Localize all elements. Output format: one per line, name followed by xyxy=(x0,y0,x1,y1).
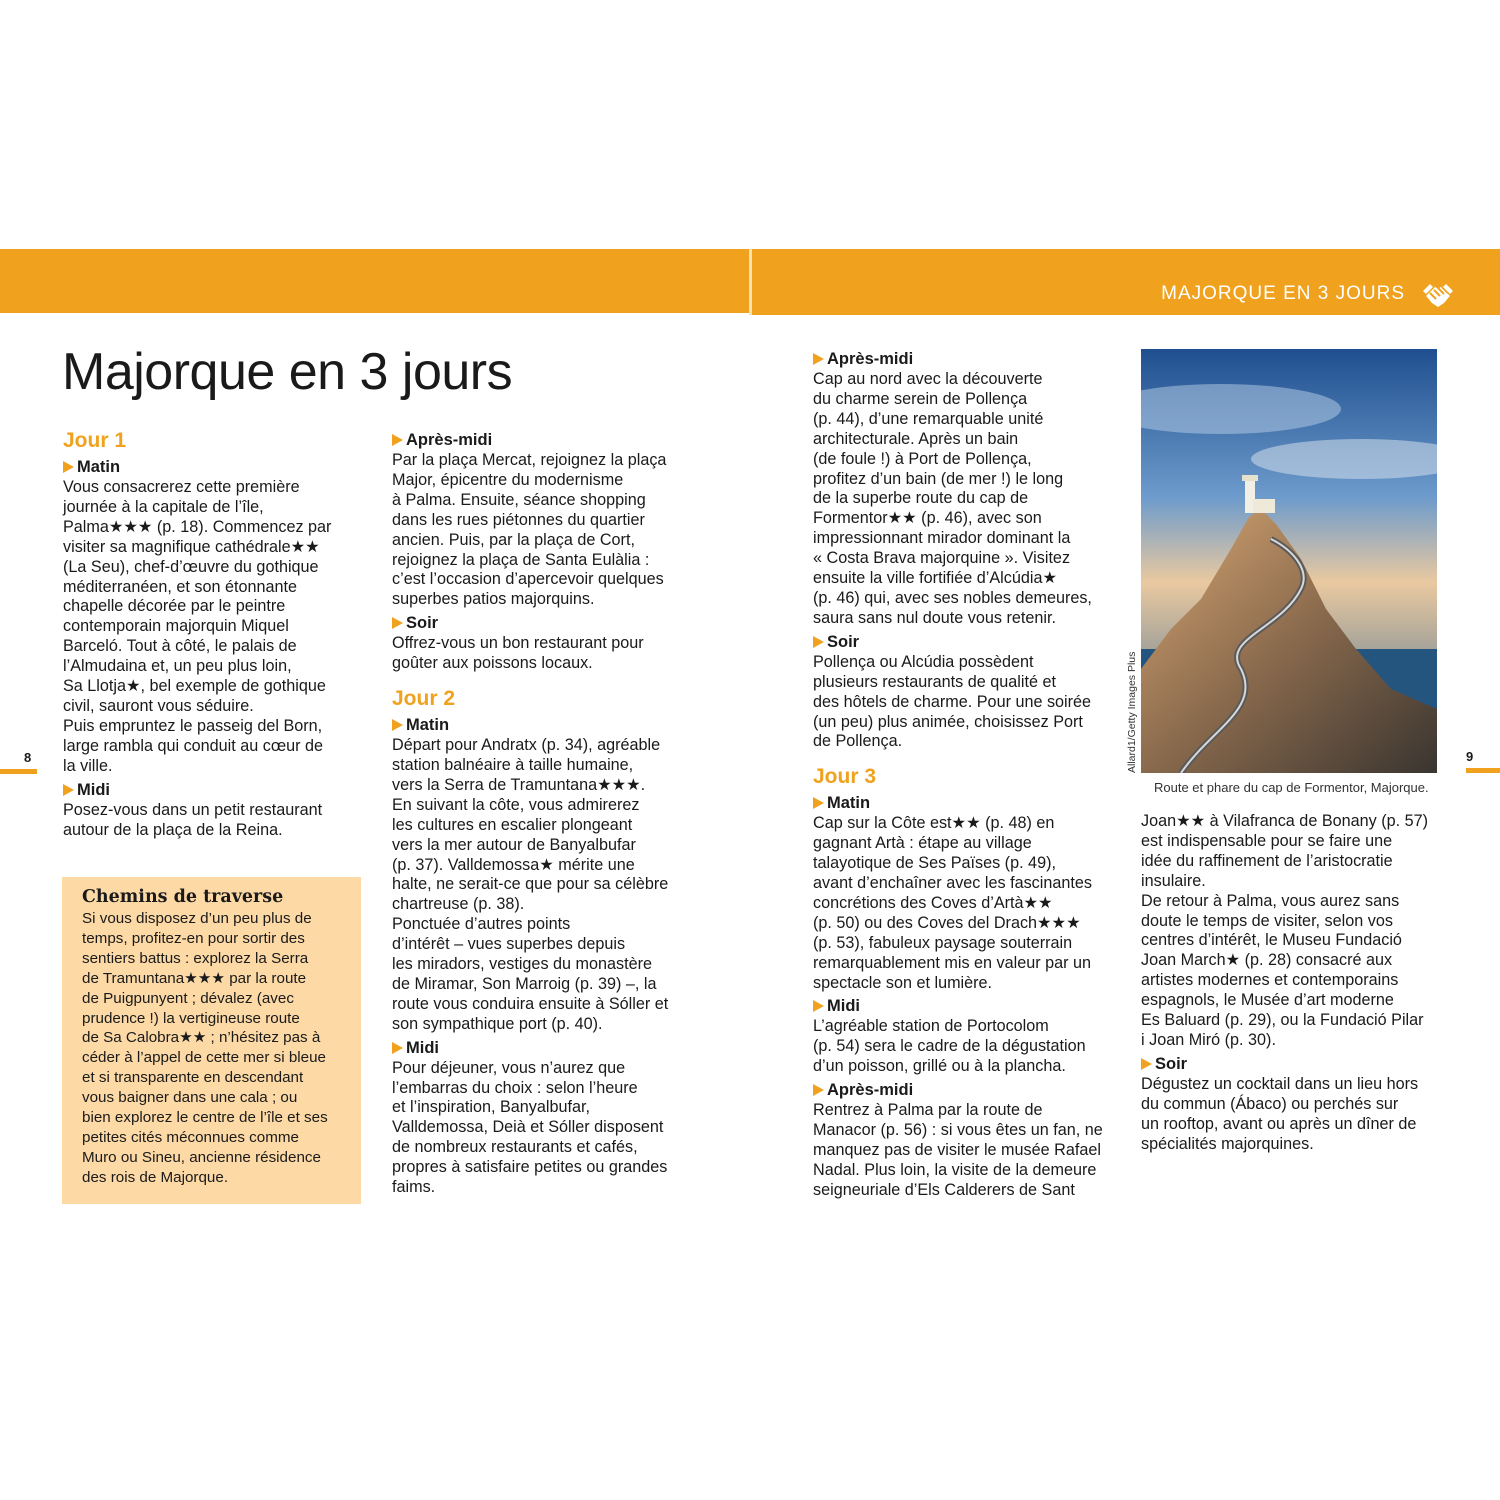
column-1 xyxy=(63,428,353,840)
text-line: prudence !) la vertigineuse route xyxy=(82,1009,300,1027)
text-line: d’intérêt – vues superbes depuis xyxy=(392,935,626,954)
text-line: Muro ou Sineu, ancienne résidence xyxy=(82,1148,321,1166)
text-line: Barceló. Tout à côté, le palais de xyxy=(63,637,297,656)
text-line: Valldemossa, Deià et Sóller disposent xyxy=(392,1118,664,1137)
arrow-icon xyxy=(813,353,824,365)
text-line: et si transparente en descendant xyxy=(82,1069,304,1087)
text-line: un rooftop, avant ou après un dîner de xyxy=(1141,1114,1417,1133)
section-heading: Matin xyxy=(392,714,702,736)
day-3-midday-text xyxy=(813,1017,1113,1077)
text-line: est indispensable pour se faire une xyxy=(1141,831,1393,850)
arrow-icon xyxy=(392,1042,403,1054)
column-4 xyxy=(1141,812,1451,1155)
section-heading: Après-midi xyxy=(392,429,702,451)
text-line: seigneuriale d’Els Calderers de Sant xyxy=(813,1180,1075,1199)
text-line: insulaire. xyxy=(1141,871,1206,890)
text-line: de Puigpunyent ; dévalez (avec xyxy=(82,989,294,1007)
text-line: journée à la capitale de l’île, xyxy=(63,497,264,516)
text-line: de Miramar, Son Marroig (p. 39) –, la xyxy=(392,974,657,993)
text-line: spectacle son et lumière. xyxy=(813,973,993,992)
page-title: Majorque en 3 jours xyxy=(62,343,513,401)
text-line: d’un poisson, grillé ou à la plancha. xyxy=(813,1057,1066,1076)
section-heading: Soir xyxy=(813,631,1113,653)
text-line: L’agréable station de Portocolom xyxy=(813,1017,1049,1036)
text-line: de nombreux restaurants et cafés, xyxy=(392,1138,638,1157)
text-line: Pour déjeuner, vous n’aurez que xyxy=(392,1058,626,1077)
text-line: Si vous disposez d’un peu plus de xyxy=(82,910,312,927)
text-line: (p. 53), fabuleux paysage souterrain xyxy=(813,933,1073,952)
arrow-icon xyxy=(63,784,74,796)
text-line: (p. 44), d’une remarquable unité xyxy=(813,409,1044,428)
text-line: c’est l’occasion d’apercevoir quelques xyxy=(392,570,664,589)
page-number-left: 8 xyxy=(24,750,32,765)
day-1-heading: Jour 1 xyxy=(63,429,127,452)
sidebar-title: Chemins de traverse xyxy=(82,887,284,907)
text-line: (p. 46) qui, avec ses nobles demeures, xyxy=(813,588,1092,607)
text-line: temps, profitez-en pour sortir des xyxy=(82,929,305,947)
text-line: chartreuse (p. 38). xyxy=(392,895,525,914)
text-line: Formentor★★ (p. 46), avec son xyxy=(813,509,1042,528)
text-line: espagnols, le Musée d’art moderne xyxy=(1141,991,1394,1010)
section-heading: Midi xyxy=(813,995,1113,1017)
day-1-midday-text xyxy=(63,801,353,841)
text-line: goûter aux poissons locaux. xyxy=(392,654,593,673)
section-heading: Soir xyxy=(392,612,702,634)
text-line: les cultures en escalier plongeant xyxy=(392,815,633,834)
section-heading: Matin xyxy=(63,456,353,478)
text-line: (un peu) plus animée, choisissez Port xyxy=(813,712,1083,731)
day-2-evening-text xyxy=(813,653,1113,753)
sidebar-text xyxy=(82,909,343,1188)
text-line: profitez d’un bain (de mer !) le long xyxy=(813,469,1064,488)
day-1-evening-text xyxy=(392,634,702,674)
text-line: « Costa Brava majorquine ». Visitez xyxy=(813,549,1071,568)
text-line: faims. xyxy=(392,1178,436,1197)
day-1-afternoon-text xyxy=(392,451,702,610)
text-line: céder à l’appel de cette mer si bleue xyxy=(82,1049,326,1067)
text-line: remarquablement mis en valeur par un xyxy=(813,953,1092,972)
section-heading: Soir xyxy=(1141,1053,1451,1075)
text-line: route vous conduira ensuite à Sóller et xyxy=(392,994,669,1013)
section-heading: Matin xyxy=(813,792,1113,814)
section-heading: Midi xyxy=(392,1037,702,1059)
day-3-afternoon-text xyxy=(813,1101,1113,1201)
text-line: rejoignez la plaça de Santa Eulàlia : xyxy=(392,550,650,569)
text-line: centres d’intérêt, le Museu Fundació xyxy=(1141,931,1402,950)
text-line: les miradors, vestiges du monastère xyxy=(392,955,653,974)
text-line: de la superbe route du cap de xyxy=(813,489,1029,508)
text-line: Joan★★ à Vilafranca de Bonany (p. 57) xyxy=(1141,812,1428,830)
text-line: autour de la plaça de la Reina. xyxy=(63,820,283,839)
text-line: Pollença ou Alcúdia possèdent xyxy=(813,652,1034,671)
text-line: du commun (Ábaco) ou perchés sur xyxy=(1141,1094,1399,1113)
text-line: l’Almudaina et, un peu plus loin, xyxy=(63,657,292,676)
text-line: superbes patios majorquins. xyxy=(392,590,595,609)
text-line: Rentrez à Palma par la route de xyxy=(813,1101,1043,1120)
text-line: station balnéaire à taille humaine, xyxy=(392,755,634,774)
header-band-left xyxy=(0,249,752,313)
day-2-heading: Jour 2 xyxy=(392,687,456,711)
text-line: manquez pas de visiter le musée Rafael xyxy=(813,1141,1101,1159)
page-tick-left xyxy=(0,769,37,774)
column-2 xyxy=(392,429,702,1198)
arrow-icon xyxy=(392,719,403,731)
text-line: concrétions des Coves d’Artà★★ xyxy=(813,893,1053,912)
text-line: chapelle décorée par le peintre xyxy=(63,597,286,616)
day-2-midday-text xyxy=(392,1059,702,1198)
arrow-icon xyxy=(392,434,403,446)
text-line: sentiers battus : explorez la Serra xyxy=(82,949,309,967)
day-1-morning-text xyxy=(63,478,353,777)
photo-credit: Allard1/Getty Images Plus xyxy=(1126,651,1138,773)
text-line: avant d’enchaîner avec les fascinantes xyxy=(813,874,1092,893)
text-line: i Joan Miró (p. 30). xyxy=(1141,1030,1276,1049)
text-line: spécialités majorquines. xyxy=(1141,1134,1314,1153)
text-line: De retour à Palma, vous aurez sans xyxy=(1141,891,1400,910)
photo-caption: Route et phare du cap de Formentor, Majorque. xyxy=(1154,780,1429,795)
header-band-right xyxy=(750,249,1500,315)
text-line: à Palma. Ensuite, séance shopping xyxy=(392,490,646,509)
arrow-icon xyxy=(63,461,74,473)
day-3-heading: Jour 3 xyxy=(813,765,877,789)
day-2-afternoon-text xyxy=(813,370,1113,629)
text-line: Palma★★★ (p. 18). Commencez par xyxy=(63,517,332,536)
handshake-icon xyxy=(1420,277,1456,311)
running-title: MAJORQUE EN 3 JOURS xyxy=(1161,283,1405,304)
text-line: Major, épicentre du modernisme xyxy=(392,470,624,489)
text-line: ancien. Puis, par la plaça de Cort, xyxy=(392,530,635,549)
day-3-morning-text xyxy=(813,814,1113,993)
text-line: Manacor (p. 56) : si vous êtes un fan, ne xyxy=(813,1121,1103,1140)
text-line: doute le temps de visiter, selon vos xyxy=(1141,911,1393,930)
text-line: Joan March★ (p. 28) consacré aux xyxy=(1141,951,1393,970)
text-line: Cap sur la Côte est★★ (p. 48) en xyxy=(813,814,1055,833)
text-line: talayotique de Ses Païses (p. 49), xyxy=(813,854,1056,873)
text-line: En suivant la côte, vous admirerez xyxy=(392,795,640,814)
text-line: Dégustez un cocktail dans un lieu hors xyxy=(1141,1074,1419,1093)
text-line: de Pollença. xyxy=(813,732,903,751)
page-gutter xyxy=(749,249,752,315)
text-line: des rois de Majorque. xyxy=(82,1168,229,1186)
arrow-icon xyxy=(392,617,403,629)
text-line: halte, ne serait-ce que pour sa célèbre xyxy=(392,875,669,894)
text-line: large rambla qui conduit au cœur de xyxy=(63,736,324,755)
column-3 xyxy=(813,348,1113,1201)
day-3-evening-text xyxy=(1141,1075,1451,1155)
text-line: Par la plaça Mercat, rejoignez la plaça xyxy=(392,451,667,469)
text-line: visiter sa magnifique cathédrale★★ xyxy=(63,537,320,556)
text-line: du charme serein de Pollença xyxy=(813,389,1028,408)
text-line: (p. 50) ou des Coves del Drach★★★ xyxy=(813,913,1081,932)
page-number-right: 9 xyxy=(1466,749,1474,764)
text-line: Cap au nord avec la découverte xyxy=(813,370,1043,388)
text-line: artistes modernes et contemporains xyxy=(1141,971,1399,990)
page-tick-right xyxy=(1466,768,1500,773)
text-line: gagnant Artà : étape au village xyxy=(813,834,1032,853)
text-line: contemporain majorquin Miquel xyxy=(63,617,289,636)
text-line: (p. 54) sera le cadre de la dégustation xyxy=(813,1037,1086,1056)
text-line: l’embarras du choix : selon l’heure xyxy=(392,1078,638,1097)
text-line: des hôtels de charme. Pour une soirée xyxy=(813,692,1092,711)
text-line: propres à satisfaire petites ou grandes xyxy=(392,1158,668,1177)
section-heading: Après-midi xyxy=(813,348,1113,370)
text-line: vous baigner dans une cala ; ou xyxy=(82,1089,298,1107)
text-line: la ville. xyxy=(63,756,113,775)
text-line: civil, sauront vous séduire. xyxy=(63,696,254,715)
text-line: Nadal. Plus loin, la visite de la demeure xyxy=(813,1160,1097,1179)
arrow-icon xyxy=(813,636,824,648)
text-line: Posez-vous dans un petit restaurant xyxy=(63,800,323,819)
text-line: (La Seu), chef-d’œuvre du gothique xyxy=(63,557,319,576)
text-line: Es Baluard (p. 29), ou la Fundació Pilar xyxy=(1141,1011,1424,1030)
text-line: Offrez-vous un bon restaurant pour xyxy=(392,634,644,653)
text-line: architecturale. Après un bain xyxy=(813,429,1019,448)
text-line: Puis empruntez le passeig del Born, xyxy=(63,716,323,735)
text-line: (de foule !) à Port de Pollença, xyxy=(813,449,1032,468)
text-line: Ponctuée d’autres points xyxy=(392,915,571,934)
text-line: (p. 37). Valldemossa★ mérite une xyxy=(392,855,635,874)
arrow-icon xyxy=(813,1000,824,1012)
text-line: vers la Serra de Tramuntana★★★. xyxy=(392,775,646,794)
arrow-icon xyxy=(813,797,824,809)
text-line: de Tramuntana★★★ par la route xyxy=(82,969,307,987)
text-line: ensuite la ville fortifiée d’Alcúdia★ xyxy=(813,569,1057,588)
text-line: plusieurs restaurants de qualité et xyxy=(813,672,1056,691)
photo-formentor xyxy=(1141,349,1437,773)
arrow-icon xyxy=(1141,1058,1152,1070)
sidebar-box xyxy=(62,877,361,1204)
text-line: idée du raffinement de l’aristocratie xyxy=(1141,851,1393,870)
arrow-icon xyxy=(813,1084,824,1096)
text-line: de Sa Calobra★★ ; n’hésitez pas à xyxy=(82,1029,321,1047)
text-line: et l’inspiration, Banyalbufar, xyxy=(392,1098,590,1117)
text-line: saura sans nul doute vous retenir. xyxy=(813,608,1056,627)
text-line: Vous consacrerez cette première xyxy=(63,478,300,496)
text-line: dans les rues piétonnes du quartier xyxy=(392,510,645,529)
section-heading: Midi xyxy=(63,779,353,801)
text-line: bien explorez le centre de l’île et ses xyxy=(82,1109,328,1127)
text-line: Sa Llotja★, bel exemple de gothique xyxy=(63,677,326,696)
text-line: son sympathique port (p. 40). xyxy=(392,1014,603,1033)
day-2-morning-text xyxy=(392,736,702,1035)
text-line: impressionnant mirador dominant la xyxy=(813,529,1071,548)
text-line: vers la mer autour de Banyalbufar xyxy=(392,835,636,854)
text-line: petites cités méconnues comme xyxy=(82,1128,299,1146)
text-line: méditerranéen, et son étonnante xyxy=(63,577,297,596)
section-heading: Après-midi xyxy=(813,1079,1113,1101)
day-3-continued-text xyxy=(1141,812,1451,1051)
text-line: Départ pour Andratx (p. 34), agréable xyxy=(392,736,661,755)
